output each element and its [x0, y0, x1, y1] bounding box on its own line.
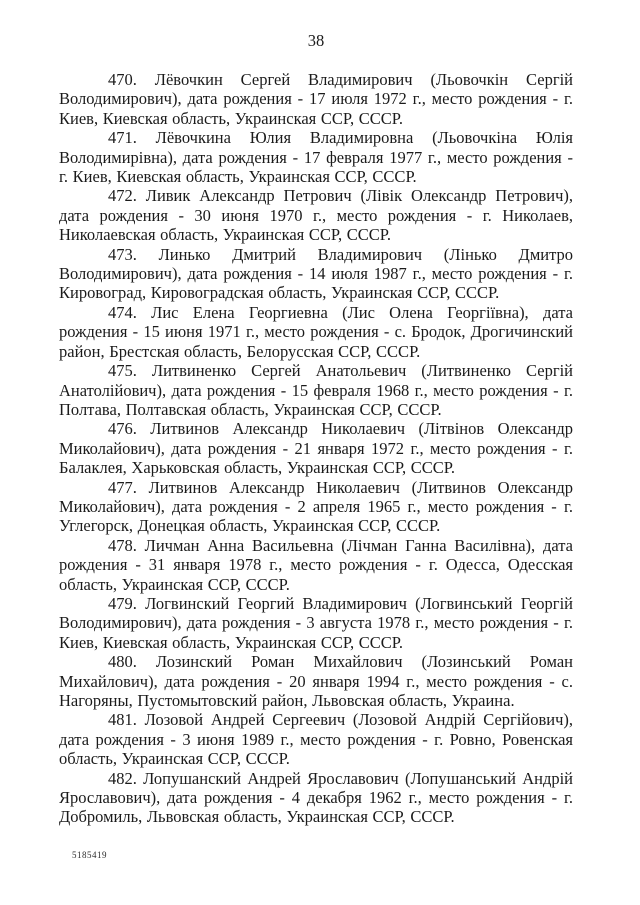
page-number: 38: [307, 31, 325, 50]
entry-482: 482. Лопушанский Андрей Ярославович (Лопушанський Андрій Ярославович), дата рождения - 4 декабря 1962 г., место рождения - г. Добромиль, Львовская область, Украинская ССР, СССР.: [59, 768, 573, 827]
entry-475: 475. Литвиненко Сергей Анатольевич (Литвиненко Сергій Анатолійович), дата рождения - 15 февраля 1968 г., место рождения - г. Полтава, Полтавская область, Украинская ССР, СССР.: [59, 361, 573, 419]
entry-480: 480. Лозинский Роман Михайлович (Лозинський Роман Михайлович), дата рождения - 20 января 1994 г., место рождения - с. Нагоряны, Пустомытовский район, Львовская область, Украина.: [59, 652, 573, 710]
entry-472: 472. Ливик Александр Петрович (Лівік Олександр Петрович), дата рождения - 30 июня 1970 г., место рождения - г. Николаев, Николаевская область, Украинская ССР, СССР.: [59, 186, 573, 245]
entry-471: 471. Лёвочкина Юлия Владимировна (Льовочкіна Юлія Володимирівна), дата рождения - 17 февраля 1977 г., место рождения - г. Киев, Киевская область, Украинская ССР, СССР.: [59, 128, 573, 187]
entry-474: 474. Лис Елена Георгиевна (Лис Олена Георгіївна), дата рождения - 15 июня 1971 г., место рождения - с. Бродок, Дрогичинский район, Брестская область, Белорусская ССР, СССР.: [59, 302, 573, 361]
entry-477: 477. Литвинов Александр Николаевич (Литвинов Олександр Миколайович), дата рождения - 2 апреля 1965 г., место рождения - г. Углегорск, Донецкая область, Украинская ССР, СССР.: [59, 477, 573, 536]
entry-473: 473. Линько Дмитрий Владимирович (Лінько Дмитро Володимирович), дата рождения - 14 июля 1987 г., место рождения - г. Кировоград, Кировоградская область, Украинская ССР, СССР.: [59, 244, 573, 303]
document-footer-code: 5185419: [72, 850, 107, 860]
entry-470: 470. Лёвочкин Сергей Владимирович (Льовочкін Сергій Володимирович), дата рождения - 17 июля 1972 г., место рождения - г. Киев, Киевская область, Украинская ССР, СССР.: [59, 70, 573, 128]
entry-481: 481. Лозовой Андрей Сергеевич (Лозовой Андрій Сергійович), дата рождения - 3 июня 1989 г., место рождения - г. Ровно, Ровенская область, Украинская ССР, СССР.: [59, 710, 573, 769]
entry-478: 478. Личман Анна Васильевна (Лічман Ганна Василівна), дата рождения - 31 января 1978 г., место рождения - г. Одесса, Одесская область, Украинская ССР, СССР.: [59, 535, 573, 594]
entries-list: [59, 70, 573, 827]
entry-479: 479. Логвинский Георгий Владимирович (Логвинський Георгій Володимирович), дата рождения - 3 августа 1978 г., место рождения - г. Киев, Киевская область, Украинская ССР, СССР.: [59, 593, 573, 652]
entry-476: 476. Литвинов Александр Николаевич (Літвінов Олександр Миколайович), дата рождения - 21 января 1972 г., место рождения - г. Балаклея, Харьковская область, Украинская ССР, СССР.: [59, 419, 573, 478]
